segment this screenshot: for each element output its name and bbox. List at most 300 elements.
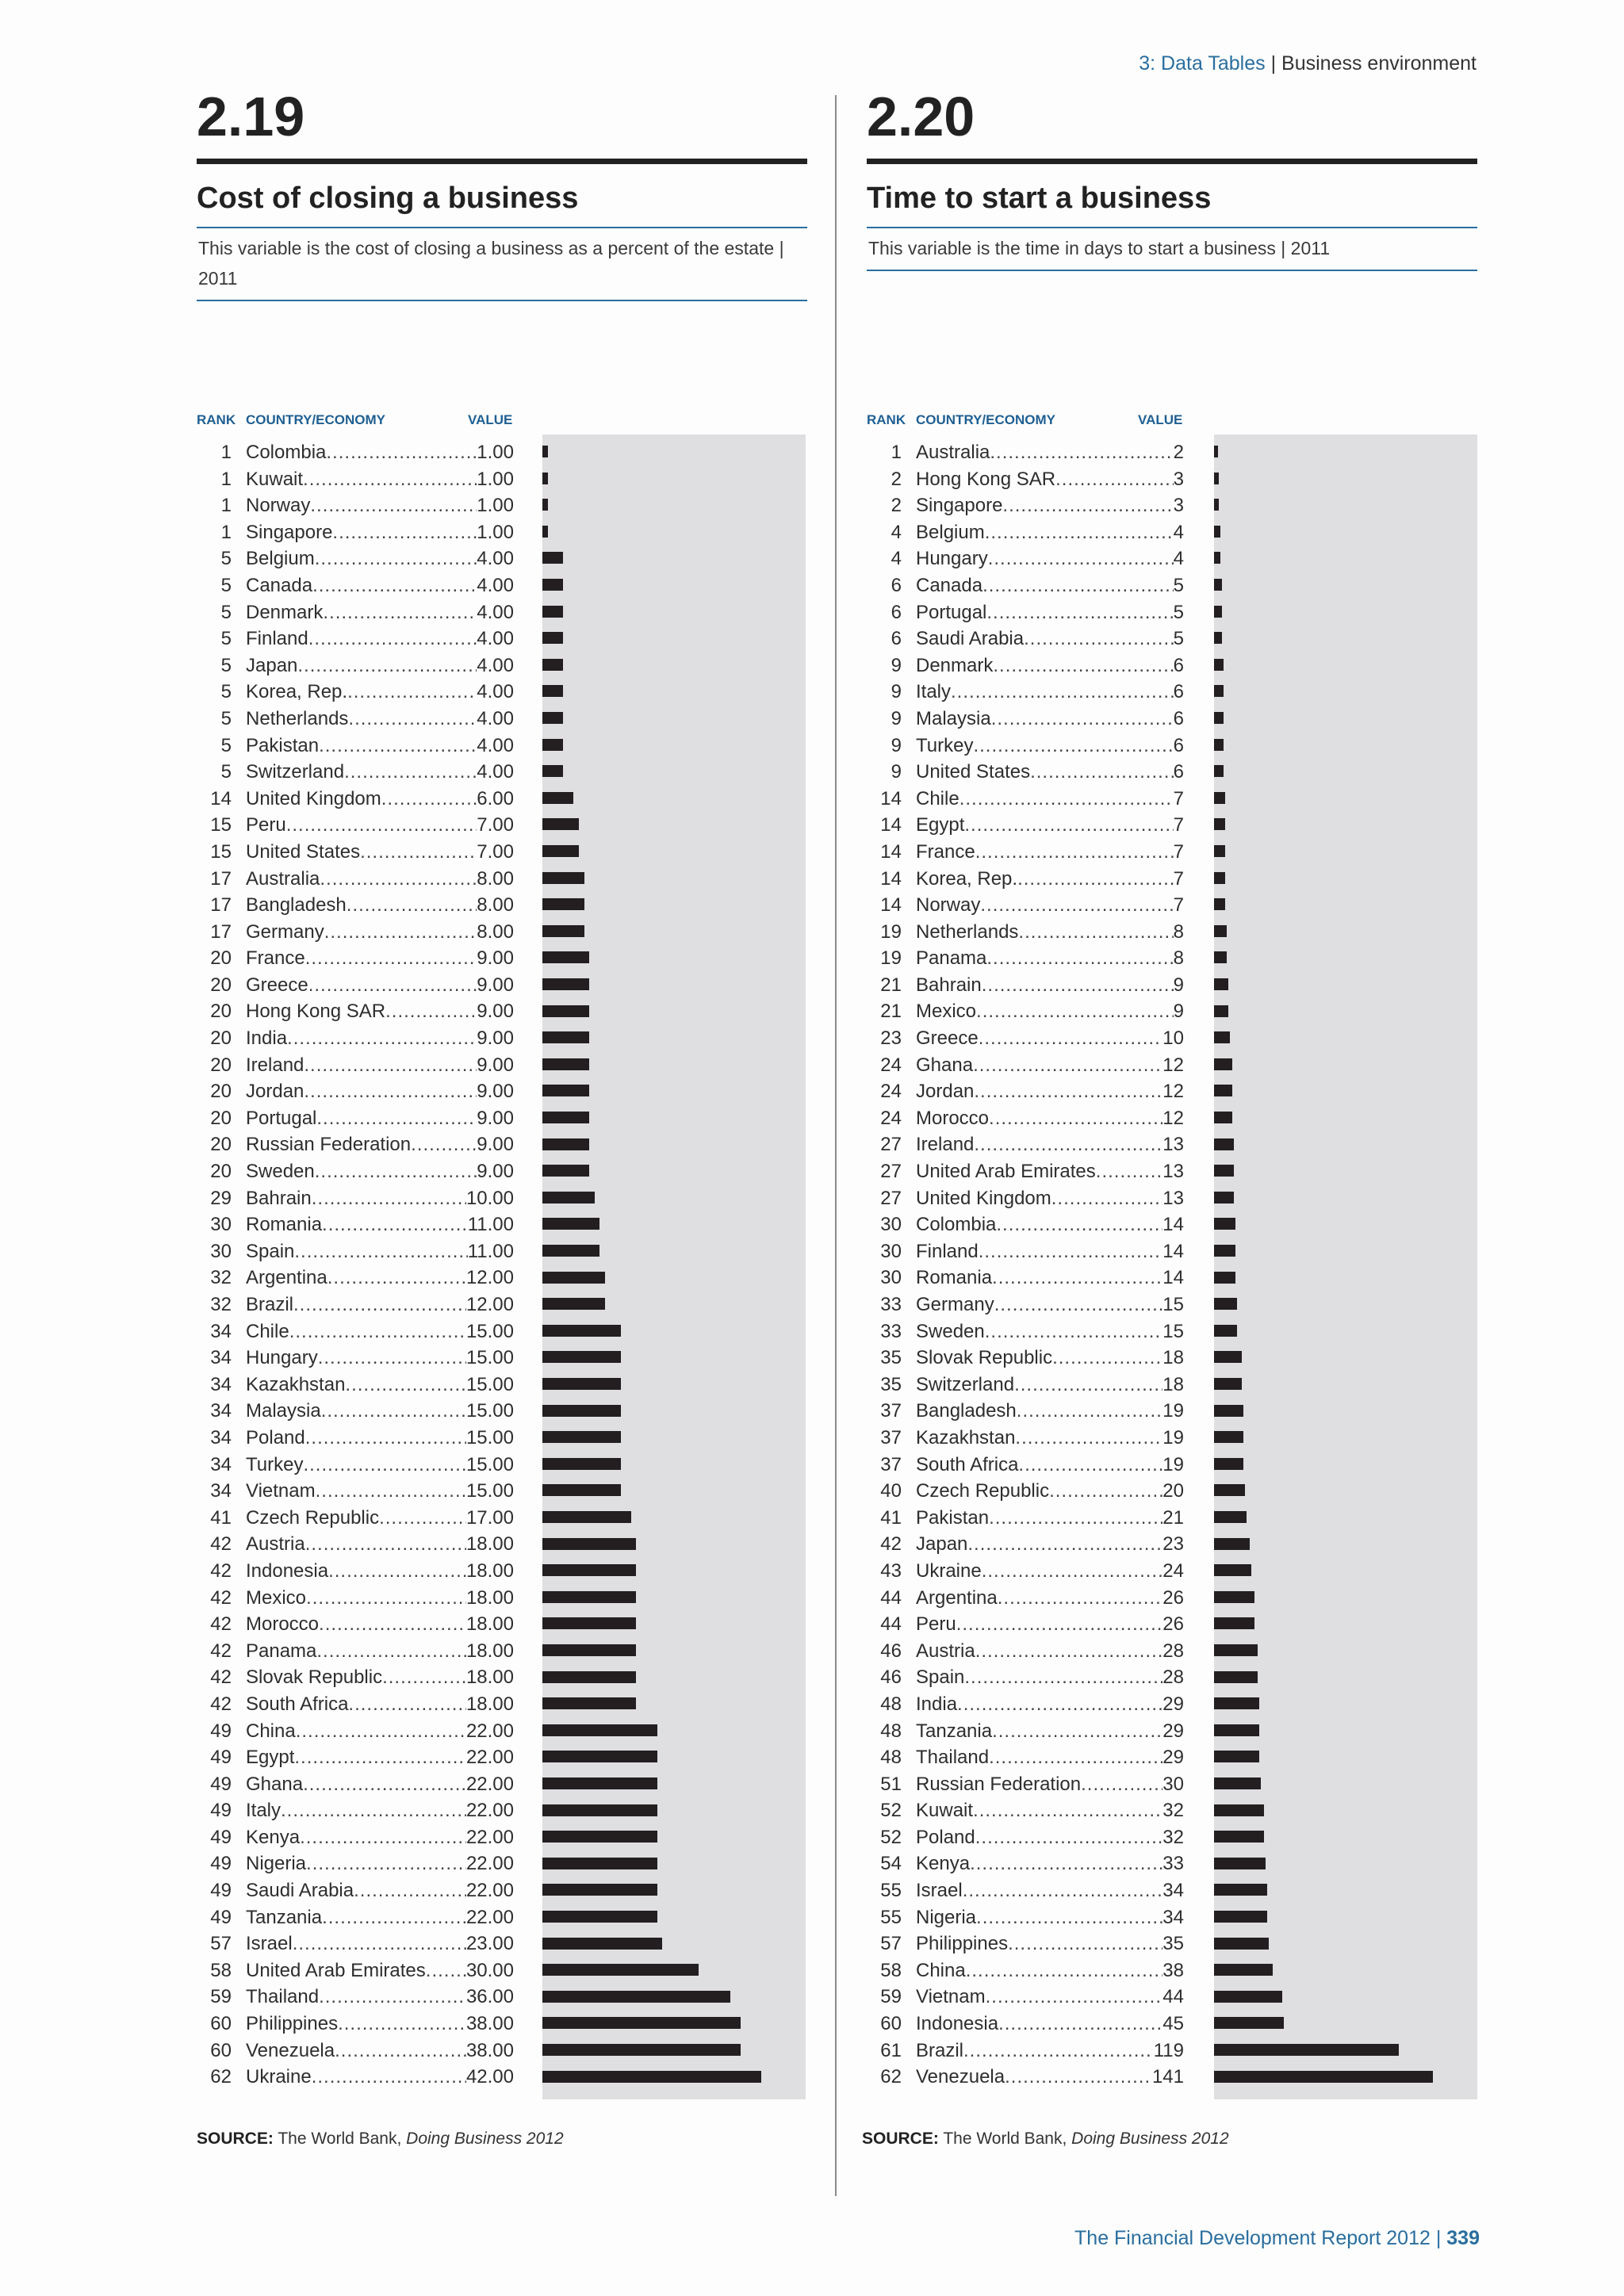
- rank-cell: 5: [220, 761, 232, 783]
- table-row: [197, 1505, 514, 1532]
- value-cell: 3: [1173, 468, 1184, 490]
- rank-cell: 48: [880, 1747, 902, 1769]
- rank-cell: 49: [210, 1853, 232, 1875]
- bar: [1214, 606, 1222, 618]
- table-row: [867, 1478, 1184, 1505]
- table-row: [867, 706, 1184, 733]
- bar: [542, 898, 584, 910]
- dot-leader: [316, 1478, 466, 1505]
- bar: [542, 1484, 621, 1496]
- country-name: Canada: [916, 574, 983, 596]
- table-row: [197, 733, 514, 760]
- rank-cell: 61: [880, 2039, 902, 2061]
- table-row: [867, 1425, 1184, 1452]
- value-cell: 13: [1162, 1134, 1184, 1156]
- table-row: [197, 439, 514, 466]
- country-name: Netherlands: [246, 707, 349, 729]
- value-cell: 8: [1173, 947, 1184, 970]
- dot-leader: [964, 1664, 1162, 1691]
- rank-cell: 48: [880, 1720, 902, 1742]
- table-title: Time to start a business: [867, 182, 1212, 215]
- bar: [542, 978, 589, 990]
- dot-leader: [985, 519, 1174, 546]
- value-cell: 22.00: [465, 1720, 514, 1742]
- country-name: Germany: [246, 920, 324, 943]
- rank-cell: 14: [880, 867, 902, 890]
- rank-cell: 5: [220, 628, 232, 650]
- country-name: France: [246, 947, 305, 970]
- rank-cell: 35: [880, 1347, 902, 1369]
- country-name: Denmark: [246, 601, 324, 623]
- dot-leader: [998, 1585, 1163, 1612]
- table-row: [197, 599, 514, 626]
- country-cell: [916, 1425, 1184, 1452]
- country-name: Egypt: [916, 814, 965, 836]
- bar: [542, 2044, 741, 2056]
- dot-leader: [998, 2011, 1162, 2038]
- country-cell: [246, 1078, 514, 1105]
- rank-cell: 34: [210, 1320, 232, 1342]
- country-name: Spain: [916, 1667, 965, 1689]
- country-cell: [916, 1744, 1184, 1771]
- table-row: [197, 1611, 514, 1638]
- dot-leader: [989, 1505, 1162, 1532]
- table-row: [867, 545, 1184, 572]
- table-row: [197, 2011, 514, 2038]
- country-cell: [916, 1558, 1184, 1585]
- dot-leader: [319, 1611, 466, 1638]
- value-cell: 18.00: [465, 1559, 514, 1582]
- rank-cell: 5: [220, 707, 232, 729]
- value-cell: 15.00: [465, 1400, 514, 1422]
- rank-cell: 27: [880, 1161, 902, 1183]
- rank-cell: 42: [880, 1533, 902, 1556]
- country-name: Slovak Republic: [246, 1667, 383, 1689]
- bar: [1214, 1405, 1243, 1417]
- rank-cell: 48: [880, 1693, 902, 1715]
- country-cell: [246, 492, 514, 519]
- table-row: [197, 1211, 514, 1238]
- rank-cell: 58: [880, 1959, 902, 1981]
- rank-cell: 57: [210, 1933, 232, 1955]
- table-row: [867, 1452, 1184, 1479]
- country-name: Pakistan: [246, 734, 320, 756]
- dot-leader: [989, 1744, 1162, 1771]
- value-cell: 5: [1173, 574, 1184, 596]
- country-cell: [916, 706, 1184, 733]
- country-name: United Kingdom: [916, 1187, 1051, 1209]
- table-row: [867, 1505, 1184, 1532]
- table-row: [197, 1372, 514, 1399]
- country-name: Czech Republic: [246, 1506, 380, 1529]
- bar: [542, 1644, 636, 1656]
- dot-leader: [426, 1957, 466, 1984]
- value-cell: 28: [1162, 1667, 1184, 1689]
- country-name: Saudi Arabia: [916, 628, 1025, 650]
- rank-cell: 20: [210, 947, 232, 970]
- value-cell: 22.00: [465, 1800, 514, 1822]
- bar: [1214, 659, 1224, 671]
- value-cell: 19: [1162, 1453, 1184, 1475]
- rank-cell: 20: [210, 1027, 232, 1050]
- bar: [542, 1591, 636, 1603]
- footer-separator: |: [1430, 2227, 1447, 2249]
- table-row: [197, 1531, 514, 1558]
- value-cell: 141: [1151, 2066, 1184, 2088]
- rank-cell: 59: [880, 1986, 902, 2008]
- country-name: Spain: [246, 1240, 295, 1262]
- source-label: SOURCE:: [862, 2130, 939, 2148]
- country-name: Ukraine: [246, 2066, 312, 2088]
- table-row: [867, 1638, 1184, 1665]
- col-rank-header: RANK: [867, 412, 906, 427]
- table-row: [867, 1158, 1184, 1185]
- value-cell: 42.00: [465, 2066, 514, 2088]
- header-section: 3: Data Tables: [1139, 52, 1266, 75]
- value-cell: 14: [1162, 1214, 1184, 1236]
- country-name: Argentina: [916, 1586, 998, 1609]
- country-name: Vietnam: [246, 1480, 316, 1502]
- bar: [542, 1538, 636, 1550]
- table-row: [197, 1158, 514, 1185]
- bar: [542, 1085, 589, 1096]
- country-cell: [246, 786, 514, 813]
- bar: [542, 1458, 621, 1470]
- table-description: This variable is the time in days to start a business | 2011: [868, 238, 1331, 258]
- value-cell: 30.00: [465, 1959, 514, 1981]
- country-name: Kazakhstan: [916, 1426, 1016, 1448]
- value-cell: 4.00: [477, 734, 514, 756]
- dot-leader: [1017, 1398, 1163, 1425]
- country-name: Nigeria: [246, 1853, 307, 1875]
- value-cell: 13: [1162, 1161, 1184, 1183]
- country-name: Poland: [246, 1426, 305, 1448]
- table-rows: [867, 439, 1184, 2091]
- dot-leader: [281, 1797, 466, 1824]
- bar: [542, 925, 584, 937]
- bar: [542, 659, 563, 671]
- rank-cell: 33: [880, 1294, 902, 1315]
- country-cell: [246, 1691, 514, 1718]
- rank-cell: 34: [210, 1400, 232, 1422]
- value-cell: 9: [1173, 1001, 1184, 1023]
- country-name: Thailand: [246, 1986, 320, 2008]
- country-cell: [246, 1771, 514, 1798]
- bar: [542, 845, 579, 857]
- country-cell: [246, 545, 514, 572]
- rank-cell: 54: [880, 1853, 902, 1875]
- bar: [1214, 872, 1225, 884]
- rank-cell: 42: [210, 1667, 232, 1689]
- country-name: Morocco: [916, 1107, 990, 1129]
- table-row: [867, 1398, 1184, 1425]
- rank-cell: 6: [891, 601, 902, 623]
- value-cell: 15.00: [465, 1320, 514, 1342]
- bar: [542, 818, 579, 830]
- table-row: [197, 652, 514, 679]
- value-cell: 10: [1162, 1027, 1184, 1050]
- rank-cell: 52: [880, 1826, 902, 1848]
- table-number: 2.19: [197, 86, 305, 147]
- table-row: [197, 1105, 514, 1132]
- country-name: Tanzania: [246, 1906, 323, 1928]
- value-cell: 24: [1162, 1559, 1184, 1582]
- dot-leader: [306, 1585, 466, 1612]
- country-cell: [916, 733, 1184, 760]
- country-cell: [246, 1345, 514, 1372]
- table-row: [867, 1957, 1184, 1984]
- dot-leader: [993, 652, 1173, 679]
- dot-leader: [975, 1824, 1163, 1851]
- rank-cell: 40: [880, 1480, 902, 1502]
- dot-leader: [980, 892, 1173, 919]
- table-row: [867, 1664, 1184, 1691]
- country-cell: [246, 1744, 514, 1771]
- rank-cell: 17: [210, 894, 232, 916]
- value-cell: 22.00: [465, 1880, 514, 1902]
- country-cell: [916, 1931, 1184, 1957]
- rank-cell: 59: [210, 1986, 232, 2008]
- country-name: Thailand: [916, 1747, 990, 1769]
- dot-leader: [315, 1158, 477, 1185]
- table-row: [197, 1025, 514, 1052]
- bar: [1214, 1192, 1234, 1203]
- country-cell: [246, 626, 514, 652]
- country-cell: [246, 439, 514, 466]
- country-cell: [916, 1398, 1184, 1425]
- dot-leader: [347, 892, 477, 919]
- bar: [542, 1964, 699, 1976]
- page-number: 339: [1446, 2227, 1480, 2249]
- table-row: [867, 759, 1184, 786]
- dot-leader: [992, 1265, 1162, 1292]
- table-row: [867, 998, 1184, 1025]
- country-cell: [916, 1877, 1184, 1904]
- bar: [542, 765, 563, 777]
- country-name: Kenya: [246, 1826, 301, 1848]
- description-rule: [197, 300, 807, 301]
- table-row: [197, 519, 514, 546]
- bar: [1214, 446, 1218, 457]
- table-row: [197, 1078, 514, 1105]
- bar: [1214, 2071, 1433, 2083]
- value-cell: 4.00: [477, 761, 514, 783]
- table-row: [197, 466, 514, 493]
- value-cell: 20: [1162, 1480, 1184, 1502]
- country-name: Australia: [916, 442, 990, 463]
- country-name: Ukraine: [916, 1559, 982, 1582]
- table-row: [197, 759, 514, 786]
- table-row: [197, 1638, 514, 1665]
- country-cell: [916, 1238, 1184, 1265]
- table-row: [197, 866, 514, 893]
- country-name: Australia: [246, 867, 320, 890]
- rank-cell: 19: [880, 947, 902, 970]
- table-row: [197, 1585, 514, 1612]
- dot-leader: [1017, 866, 1174, 893]
- value-cell: 14: [1162, 1267, 1184, 1289]
- table-row: [197, 2064, 514, 2091]
- value-cell: 7: [1173, 894, 1184, 916]
- country-cell: [246, 733, 514, 760]
- bar: [1214, 1751, 1259, 1762]
- value-cell: 9.00: [477, 1081, 514, 1103]
- dot-leader: [308, 626, 477, 652]
- bar: [1214, 1644, 1258, 1656]
- country-name: India: [246, 1027, 288, 1050]
- table-row: [867, 1904, 1184, 1931]
- table-row: [197, 998, 514, 1025]
- rank-cell: 2: [891, 468, 902, 490]
- rank-cell: 20: [210, 974, 232, 996]
- value-cell: 23: [1162, 1533, 1184, 1556]
- rank-cell: 44: [880, 1586, 902, 1609]
- country-name: Poland: [916, 1826, 975, 1848]
- dot-leader: [973, 733, 1173, 760]
- table-row: [197, 1558, 514, 1585]
- bar: [1214, 1697, 1259, 1709]
- bar: [1214, 1218, 1235, 1230]
- value-cell: 4.00: [477, 574, 514, 596]
- country-name: Ireland: [916, 1134, 975, 1156]
- dot-leader: [321, 1398, 466, 1425]
- bar: [542, 1298, 605, 1310]
- table-row: [867, 1292, 1184, 1318]
- table-row: [197, 1744, 514, 1771]
- rank-cell: 9: [891, 707, 902, 729]
- dot-leader: [305, 945, 477, 972]
- rank-cell: 43: [880, 1559, 902, 1582]
- dot-leader: [344, 759, 477, 786]
- table-row: [197, 1452, 514, 1479]
- dot-leader: [322, 1211, 468, 1238]
- dot-leader: [316, 1638, 466, 1665]
- value-cell: 26: [1162, 1586, 1184, 1609]
- table-row: [197, 786, 514, 813]
- bar: [542, 792, 573, 804]
- country-name: South Africa: [246, 1693, 349, 1715]
- dot-leader: [970, 1850, 1162, 1877]
- country-cell: [916, 1078, 1184, 1105]
- value-cell: 22.00: [465, 1747, 514, 1769]
- bar: [1214, 1671, 1258, 1683]
- table-row: [197, 1185, 514, 1212]
- table-row: [197, 1691, 514, 1718]
- rank-cell: 4: [891, 521, 902, 543]
- dot-leader: [354, 1877, 466, 1904]
- value-cell: 15.00: [465, 1373, 514, 1395]
- value-cell: 12.00: [465, 1294, 514, 1315]
- bar: [1214, 845, 1225, 857]
- value-cell: 8.00: [477, 867, 514, 890]
- bar: [1214, 526, 1220, 538]
- table-row: [867, 1691, 1184, 1718]
- country-name: Egypt: [246, 1747, 295, 1769]
- country-cell: [246, 1398, 514, 1425]
- footer-report-title: The Financial Development Report 2012: [1074, 2227, 1431, 2249]
- value-cell: 15.00: [465, 1426, 514, 1448]
- value-cell: 30: [1162, 1773, 1184, 1795]
- bar: [542, 1272, 605, 1284]
- country-name: Belgium: [916, 521, 985, 543]
- bar: [542, 872, 584, 884]
- country-cell: [916, 1957, 1184, 1984]
- bar: [1214, 1378, 1242, 1390]
- value-cell: 5: [1173, 601, 1184, 623]
- country-cell: [916, 679, 1184, 706]
- value-cell: 6: [1173, 761, 1184, 783]
- value-cell: 7: [1173, 814, 1184, 836]
- dot-leader: [294, 1238, 467, 1265]
- dot-leader: [1008, 1931, 1162, 1957]
- bar: [542, 1697, 636, 1709]
- bar: [1214, 1564, 1251, 1576]
- table-rows: [197, 439, 514, 2091]
- rank-cell: 9: [891, 761, 902, 783]
- value-cell: 7.00: [477, 840, 514, 863]
- dot-leader: [338, 2011, 466, 2038]
- country-name: Finland: [246, 628, 308, 650]
- dot-leader: [973, 1052, 1162, 1079]
- dot-leader: [1049, 1478, 1162, 1505]
- table-row: [867, 2011, 1184, 2038]
- table-row: [197, 572, 514, 599]
- table-row: [197, 545, 514, 572]
- col-value-header: VALUE: [468, 412, 513, 427]
- value-cell: 2: [1173, 442, 1184, 463]
- country-cell: [916, 1850, 1184, 1877]
- source-text: The World Bank,: [278, 2130, 407, 2148]
- dot-leader: [303, 1452, 465, 1479]
- table-row: [867, 1345, 1184, 1372]
- rank-cell: 14: [880, 894, 902, 916]
- value-cell: 6: [1173, 707, 1184, 729]
- value-cell: 29: [1162, 1747, 1184, 1769]
- bar: [542, 1431, 621, 1443]
- country-name: Bangladesh: [246, 894, 347, 916]
- rank-cell: 20: [210, 1001, 232, 1023]
- rank-cell: 14: [880, 840, 902, 863]
- country-name: Turkey: [916, 734, 974, 756]
- value-cell: 19: [1162, 1400, 1184, 1422]
- dot-leader: [312, 1185, 466, 1212]
- bar: [542, 632, 563, 644]
- rank-cell: 17: [210, 920, 232, 943]
- country-cell: [916, 1984, 1184, 2011]
- country-cell: [246, 919, 514, 946]
- rank-cell: 42: [210, 1533, 232, 1556]
- rank-cell: 1: [891, 442, 902, 463]
- country-name: Panama: [916, 947, 987, 970]
- country-name: Turkey: [246, 1453, 304, 1475]
- value-cell: 4: [1173, 548, 1184, 570]
- bar: [542, 1378, 621, 1390]
- country-name: Portugal: [916, 601, 987, 623]
- bar: [1214, 739, 1224, 751]
- dot-leader: [985, 1318, 1163, 1345]
- dot-leader: [964, 812, 1173, 839]
- source-publication: Doing Business 2012: [406, 2130, 564, 2148]
- bar: [1214, 499, 1219, 511]
- dot-leader: [1096, 1158, 1163, 1185]
- col-rank-header: RANK: [197, 412, 236, 427]
- table-row: [867, 1558, 1184, 1585]
- country-cell: [916, 892, 1184, 919]
- country-cell: [246, 1131, 514, 1158]
- country-name: Jordan: [246, 1081, 304, 1103]
- country-cell: [916, 1265, 1184, 1292]
- value-cell: 8: [1173, 920, 1184, 943]
